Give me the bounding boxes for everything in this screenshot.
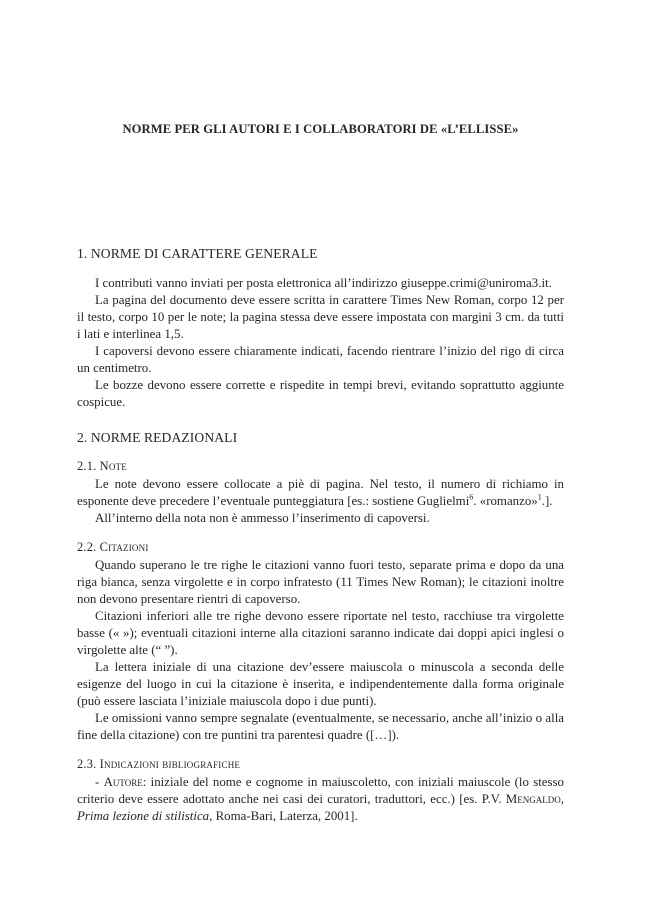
footnote-ref: 6 [469, 492, 474, 502]
paragraph [77, 774, 564, 825]
paragraph [77, 476, 564, 510]
section-editorial-rules [77, 430, 564, 825]
autore-label: Autore: [103, 775, 147, 789]
section-general-rules [77, 246, 564, 411]
paragraph: Quando superano le tre righe le citazioni vanno fuori testo, separate prima e dopo da una riga bianca, senza virgolette e in corpo infratesto (11 Times New Roman); le citazioni inoltre non devono presentare rientri di capoverso. [77, 558, 564, 606]
text-run: . «romanzo» [473, 494, 538, 508]
section-heading: 1. NORME DI CARATTERE GENERALE [77, 246, 318, 261]
book-title: Prima lezione di stilistica [77, 809, 210, 823]
text-run: iniziale del nome e cognome in maiuscoletto, con iniziali maiuscole (lo stesso criterio deve essere adottato anche nei casi dei curatori, traduttori, ecc.) [es. P.V. [77, 775, 565, 806]
paragraph: All’interno della nota non è ammesso l’inserimento di capoversi. [95, 511, 430, 525]
paragraph: Le omissioni vanno sempre segnalate (eventualmente, se necessario, anche all’inizio o alla fine della citazione) con tre puntini tra parentesi quadre ([…]). [77, 711, 564, 742]
paragraph: Le bozze devono essere corrette e rispedite in tempi brevi, evitando soprattutto aggiunte cospicue. [77, 378, 564, 409]
footnote-ref: 1 [537, 492, 542, 502]
paragraph: Citazioni inferiori alle tre righe devono essere riportate nel testo, racchiuse tra virgolette basse (« »); eventuali citazioni interne alla citazioni saranno indicate dai doppi apici inglesi o virgolette alte (“ ”). [77, 609, 564, 657]
author-name: Mengaldo [505, 792, 561, 806]
paragraph: I capoversi devono essere chiaramente indicati, facendo rientrare l’inizio del rigo di circa un centimetro. [77, 344, 564, 375]
subsection-heading-note: 2.1. Note [77, 459, 127, 473]
paragraph: I contributi vanno inviati per posta elettronica all’indirizzo giuseppe.crimi@uniroma3.it. [95, 276, 552, 290]
paragraph: La lettera iniziale di una citazione dev’essere maiuscola o minuscola a seconda delle esigenze del luogo in cui la citazione è inserita, e indipendentemente dalla forma originale (può essere lasciata l’iniziale maiuscola dopo i due punti). [77, 660, 564, 708]
subsection-heading-bibliografia: 2.3. Indicazioni bibliografiche [77, 757, 241, 771]
text-run: , [560, 792, 564, 806]
paragraph: La pagina del documento deve essere scritta in carattere Times New Roman, corpo 12 per il testo, corpo 10 per le note; la pagina stessa deve essere impostata con margini 3 cm. da tutti i lati e interlinea 1,5. [77, 293, 564, 341]
text-run: , Roma-Bari, Laterza, 2001]. [209, 809, 358, 823]
page-title: NORME PER GLI AUTORI E I COLLABORATORI DE «L’ELLISSE» [122, 122, 519, 136]
text-run: Le note devono essere collocate a piè di pagina. Nel testo, il numero di richiamo in esponente deve precedere l’eventuale punteggiatura [es.: sostiene Guglielmi [77, 477, 564, 508]
subsection-heading-citazioni: 2.2. Citazioni [77, 540, 149, 554]
text-run: .]. [541, 494, 553, 508]
section-heading: 2. NORME REDAZIONALI [77, 430, 238, 445]
text-run: - [95, 775, 104, 789]
